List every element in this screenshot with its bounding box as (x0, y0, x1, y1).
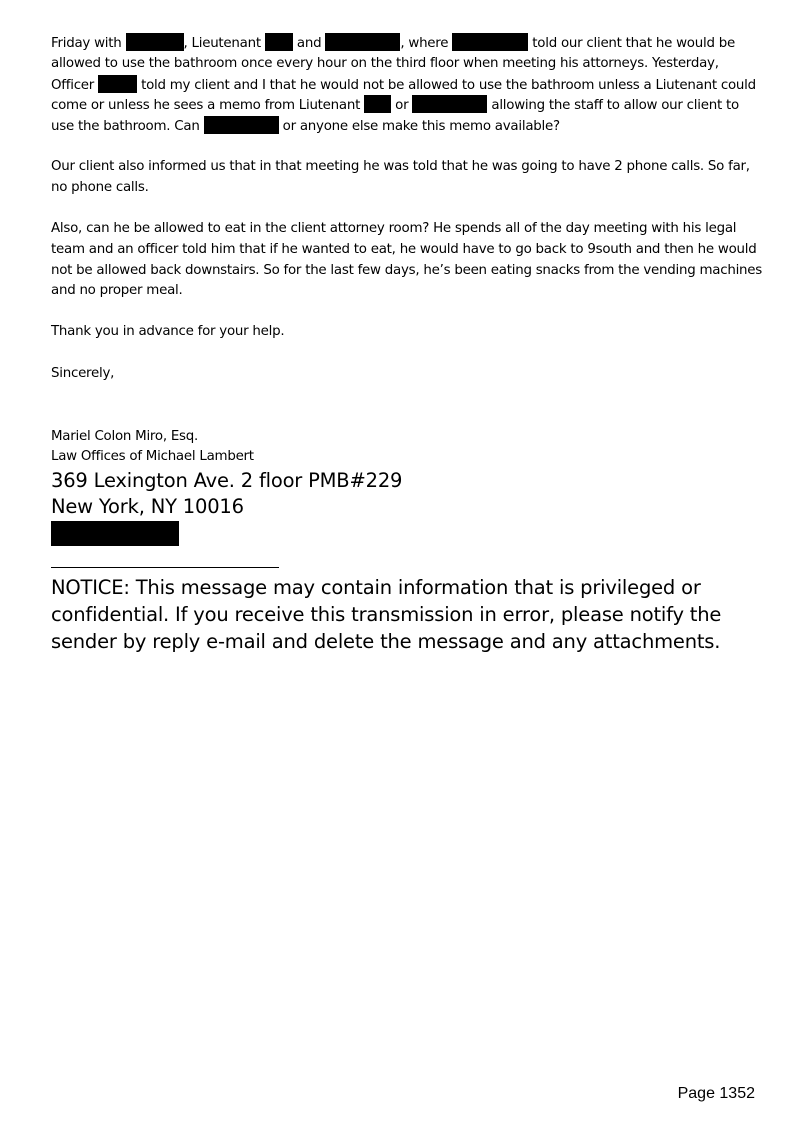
redaction-box (98, 75, 137, 93)
closing-line: Sincerely, (51, 366, 115, 381)
redaction-box (412, 95, 487, 113)
paragraph-line: allowed to use the bathroom once every hour on the third floor when meeting his attorneys. Yesterday, (51, 55, 719, 71)
text-fragment: Officer (51, 77, 95, 93)
paragraph-line (51, 33, 753, 54)
text-fragment: allowing the staff to allow our client to (491, 98, 739, 114)
text-fragment: Friday with (51, 36, 122, 51)
signature-name: Mariel Colon Miro, Esq. (51, 429, 199, 444)
text-fragment: told my client and I that he would not be allowed to use the bathroom unless a Liutenant could (141, 77, 756, 93)
paragraph-meals (51, 219, 762, 302)
redaction-box (325, 33, 400, 51)
text-fragment: told our client that he would be (532, 36, 735, 51)
paragraph-line (51, 116, 753, 137)
redaction-box (126, 33, 184, 51)
redaction-box (452, 33, 528, 51)
paragraph-line: and no proper meal. (51, 283, 183, 299)
redacted-phone-number (51, 521, 179, 546)
redaction-box (265, 33, 293, 51)
text-fragment: , Lieutenant (183, 36, 261, 51)
text-fragment: or (395, 98, 409, 114)
paragraph-line: team and an officer told him that if he wanted to eat, he would have to go back to 9south and then he would (51, 241, 757, 257)
text-fragment: use the bathroom. Can (51, 119, 200, 135)
paragraph-line: Our client also informed us that in that meeting he was told that he was going to have 2 phone calls. So far, (51, 159, 750, 174)
paragraph-line (51, 75, 756, 96)
paragraph-line: Also, can he be allowed to eat in the client attorney room? He spends all of the day meeting with his legal (51, 221, 737, 236)
signature-firm: Law Offices of Michael Lambert (51, 449, 254, 464)
text-fragment: and (296, 36, 322, 51)
paragraph-phone-calls (51, 157, 750, 199)
page-number: Page 1352 (677, 1085, 755, 1102)
redaction-box (364, 95, 391, 113)
paragraph-line: not be allowed back downstairs. So for the last few days, he’s been eating snacks from the vending machines (51, 262, 763, 278)
signature-address-line-2: New York, NY 10016 (51, 495, 244, 518)
text-fragment: or anyone else make this memo available? (282, 119, 560, 135)
paragraph-line: no phone calls. (51, 179, 149, 195)
redaction-box (204, 116, 279, 134)
signature-address-line-1: 369 Lexington Ave. 2 floor PMB#229 (51, 469, 403, 492)
text-fragment: come or unless he sees a memo from Liutenant (51, 98, 361, 114)
thanks-line: Thank you in advance for your help. (51, 324, 285, 339)
confidentiality-notice: NOTICE: This message may contain information that is privileged or confidential. If you receive this transmission in error, please notify the sender by reply e-mail and delete the message and any attachments. (51, 576, 722, 653)
signature-divider (51, 567, 279, 568)
text-fragment: , where (400, 36, 449, 51)
paragraph-bathroom (51, 33, 756, 137)
paragraph-line (51, 95, 753, 116)
